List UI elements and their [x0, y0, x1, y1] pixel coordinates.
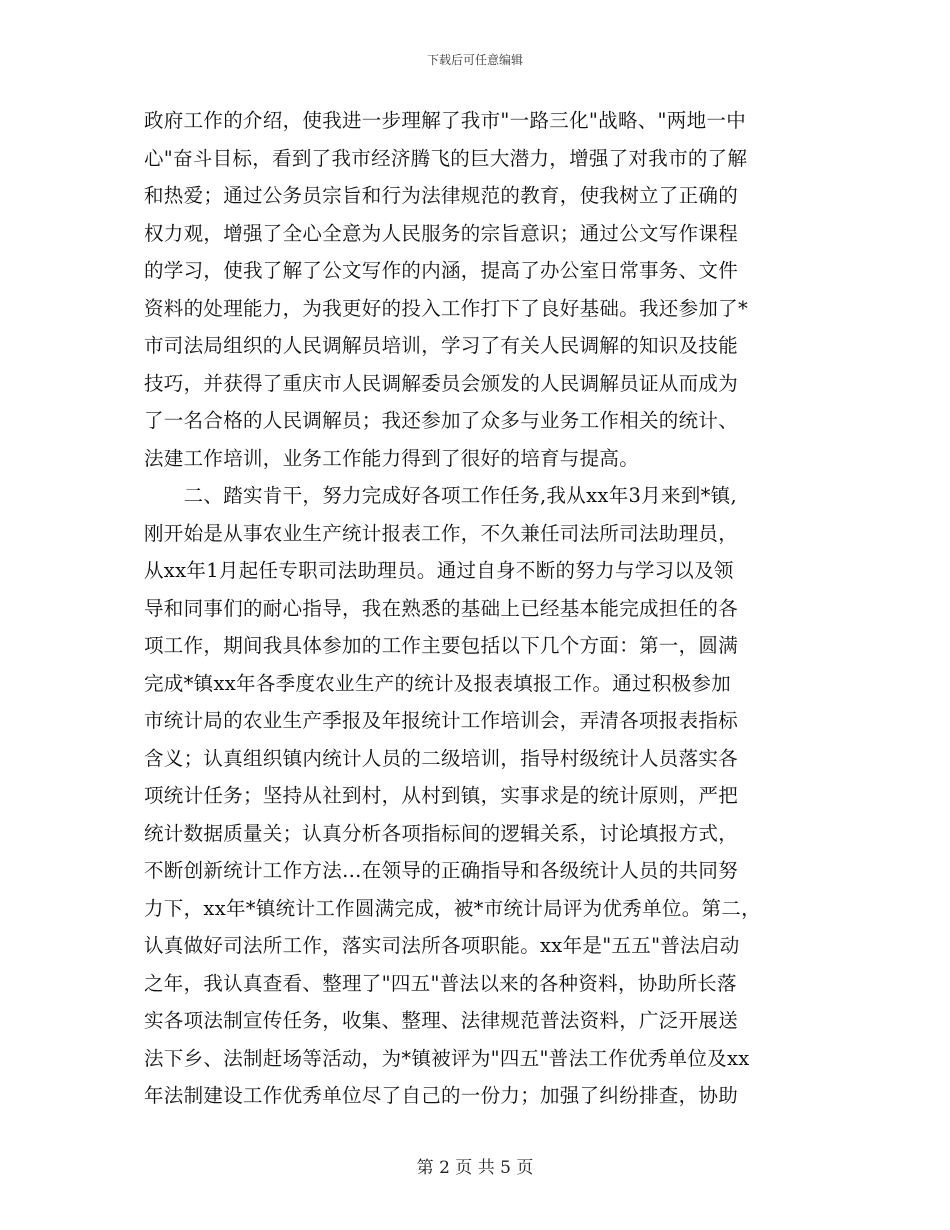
body-line: 了一名合格的人民调解员；我还参加了众多与业务工作相关的统计、: [144, 409, 739, 432]
body-line: 完成*镇xx年各季度农业生产的统计及报表填报工作。通过积极参加: [144, 671, 732, 695]
body-line: 认真做好司法所工作，落实司法所各项职能。xx年是"五五"普法启动: [144, 934, 740, 957]
body-line: 资料的处理能力，为我更好的投入工作打下了良好基础。我还参加了*: [144, 296, 749, 320]
body-line: 项统计任务；坚持从社到村，从村到镇，实事求是的统计原则，严把: [144, 784, 739, 807]
body-line: 项工作，期间我具体参加的工作主要包括以下几个方面：第一，圆满: [144, 634, 739, 657]
body-line: 二、踏实肯干，努力完成好各项工作任务,我从xx年3月来到*镇,: [144, 484, 737, 507]
body-line: 技巧，并获得了重庆市人民调解委员会颁发的人民调解员证从而成为: [144, 371, 739, 395]
body-line: 政府工作的介绍，使我进一步理解了我市"一路三化"战略、"两地一中: [144, 109, 747, 132]
body-line: 从xx年1月起任专职司法助理员。通过自身不断的努力与学习以及领: [144, 559, 734, 582]
page-header: 下载后可任意编辑: [426, 53, 523, 67]
body-line: 力下，xx年*镇统计工作圆满完成，被*市统计局评为优秀单位。第二，: [144, 896, 761, 920]
body-line: 和热爱；通过公务员宗旨和行为法律规范的教育，使我树立了正确的: [144, 184, 739, 207]
body-line: 法下乡、法制赶场等活动，为*镇被评为"四五"普法工作优秀单位及xx: [144, 1046, 750, 1070]
document-body: [144, 102, 812, 1115]
body-line: 法建工作培训，业务工作能力得到了很好的培育与提高。: [144, 446, 640, 470]
body-line: 年法制建设工作优秀单位尽了自己的一份力；加强了纠纷排查，协助: [144, 1084, 739, 1107]
body-line: 导和同事们的耐心指导，我在熟悉的基础上已经基本能完成担任的各: [144, 596, 739, 620]
body-line: 刚开始是从事农业生产统计报表工作，不久兼任司法所司法助理员，: [144, 521, 739, 545]
body-line: 不断创新统计工作方法…在领导的正确指导和各级统计人员的共同努: [144, 859, 739, 882]
page-number-footer: 第 2 页 共 5 页: [416, 1158, 534, 1178]
body-line: 的学习，使我了解了公文写作的内涵，提高了办公室日常事务、文件: [144, 259, 739, 282]
body-line: 市统计局的农业生产季报及年报统计工作培训会，弄清各项报表指标: [144, 709, 739, 732]
body-line: 之年，我认真查看、整理了"四五"普法以来的各种资料，协助所长落: [144, 971, 737, 995]
body-line: 含义；认真组织镇内统计人员的二级培训，指导村级统计人员落实各: [144, 746, 739, 770]
body-line: 心"奋斗目标，看到了我市经济腾飞的巨大潜力，增强了对我市的了解: [144, 146, 748, 170]
body-line: 市司法局组织的人民调解员培训，学习了有关人民调解的知识及技能: [144, 334, 739, 357]
body-line: 实各项法制宣传任务，收集、整理、法律规范普法资料，广泛开展送: [144, 1009, 739, 1032]
body-line: 统计数据质量关；认真分析各项指标间的逻辑关系，讨论填报方式，: [144, 821, 739, 845]
body-line: 权力观，增强了全心全意为人民服务的宗旨意识；通过公文写作课程: [144, 221, 739, 245]
